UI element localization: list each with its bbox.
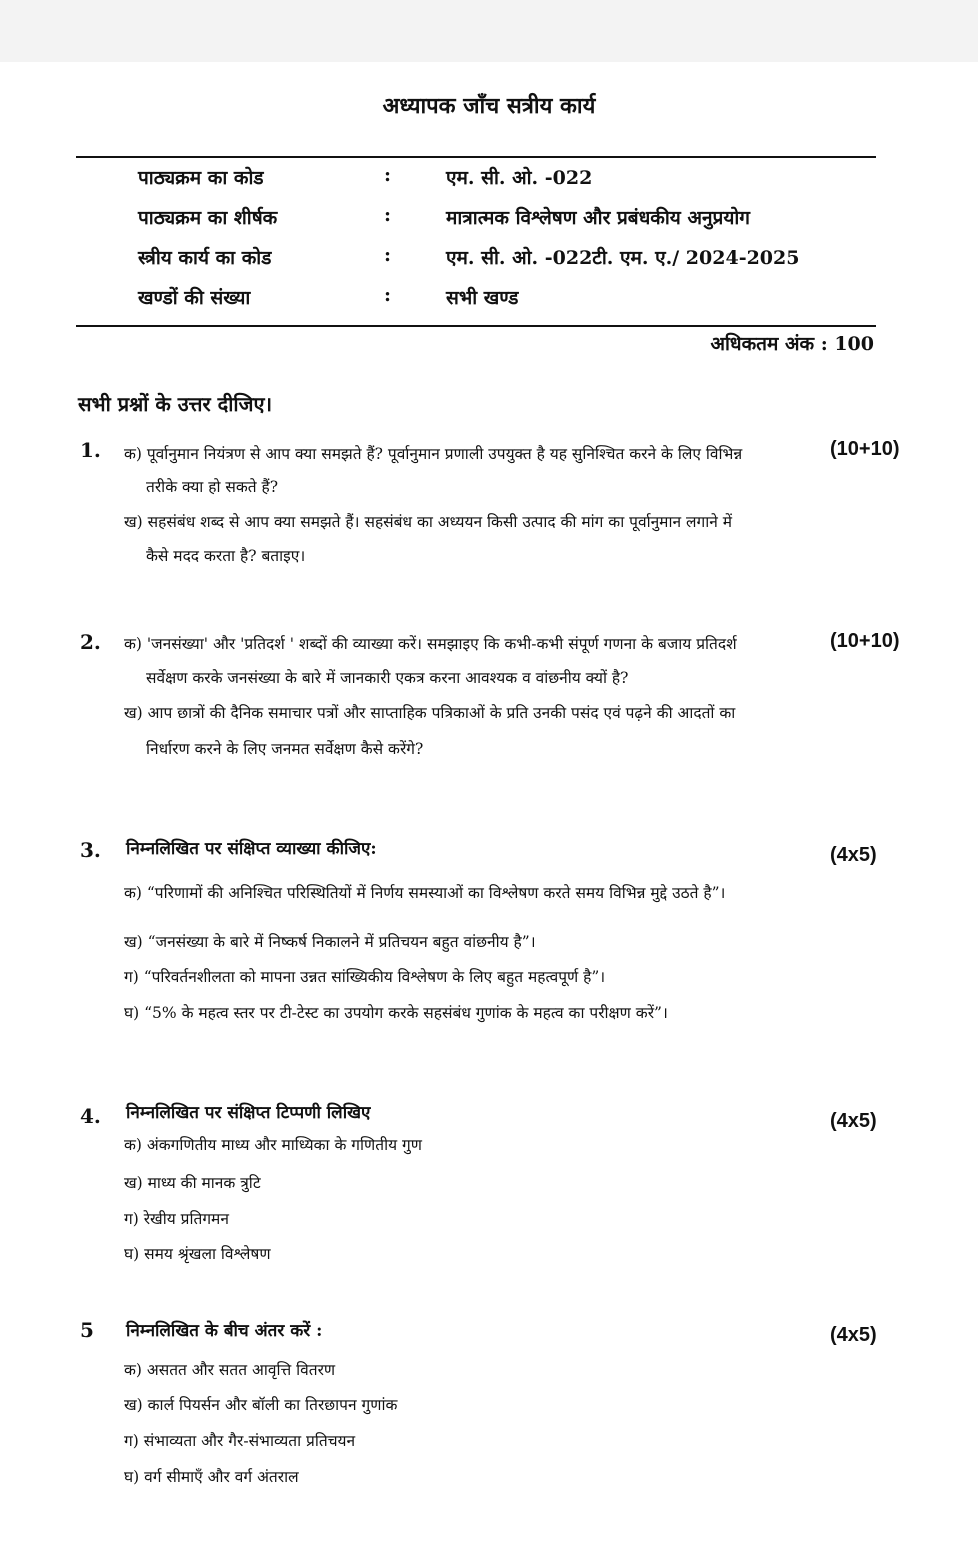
question-marks: (4x5): [830, 1110, 877, 1132]
bottom-divider: [76, 325, 876, 327]
question-heading: निम्नलिखित के बीच अंतर करें :: [126, 1321, 323, 1341]
meta-value-course-title: मात्रात्मक विश्लेषण और प्रबंधकीय अनुप्रयोग: [446, 207, 750, 229]
question-part: ख) सहसंबंध शब्द से आप क्या समझते हैं। सहसंबंध का अध्ययन किसी उत्पाद की मांग का पूर्वानुमान लगाने में: [124, 513, 733, 531]
meta-label-assignment-code: स्त्रीय कार्य का कोड: [138, 247, 272, 269]
meta-label-course-title: पाठ्यक्रम का शीर्षक: [138, 207, 278, 229]
meta-label-blocks: खण्डों की संख्या: [138, 287, 251, 309]
question-item: ग) रेखीय प्रतिगमन: [124, 1210, 229, 1228]
meta-colon: :: [384, 204, 392, 226]
meta-value-assignment-code: एम. सी. ओ. -022टी. एम. ए./ 2024-2025: [446, 247, 800, 269]
meta-label-course-code: पाठ्यक्रम का कोड: [138, 167, 264, 189]
question-item: ख) कार्ल पियर्सन और बॉली का तिरछापन गुणांक: [124, 1396, 398, 1414]
question-marks: (10+10): [830, 438, 900, 460]
question-part-continued: निर्धारण करने के लिए जनमत सर्वेक्षण कैसे करेंगे?: [146, 740, 424, 758]
question-heading: निम्नलिखित पर संक्षिप्त व्याख्या कीजिए:: [126, 839, 377, 859]
question-item: ग) संभाव्यता और गैर-संभाव्यता प्रतिचयन: [124, 1432, 356, 1450]
meta-value-course-code: एम. सी. ओ. -022: [446, 167, 593, 189]
assignment-page: [0, 62, 978, 1545]
question-item: घ) वर्ग सीमाएँ और वर्ग अंतराल: [124, 1468, 299, 1486]
meta-colon: :: [384, 164, 392, 186]
question-marks: (4x5): [830, 1324, 877, 1346]
maximum-marks: अधिकतम अंक : 100: [710, 333, 874, 355]
question-part: क) 'जनसंख्या' और 'प्रतिदर्श ' शब्दों की व्याख्या करें। समझाइए कि कभी-कभी संपूर्ण गणना के बजाय प्रतिदर्श: [124, 635, 737, 653]
question-part-continued: तरीके क्या हो सकते हैं?: [146, 478, 279, 496]
question-item: ख) “जनसंख्या के बारे में निष्कर्ष निकालने में प्रतिचयन बहुत वांछनीय है”।: [124, 933, 536, 951]
page-title: अध्यापक जाँच सत्रीय कार्य: [382, 93, 596, 119]
question-part: ख) आप छात्रों की दैनिक समाचार पत्रों और साप्ताहिक पत्रिकाओं के प्रति उनकी पसंद एवं पढ़ने की आदतों का: [124, 704, 736, 722]
meta-colon: :: [384, 284, 392, 306]
question-number: 4.: [80, 1104, 101, 1128]
question-number: 5: [80, 1318, 94, 1342]
question-item: घ) “5% के महत्व स्तर पर टी-टेस्ट का उपयोग करके सहसंबंध गुणांक के महत्व का परीक्षण करें”।: [124, 1004, 668, 1022]
question-item: ख) माध्य की मानक त्रुटि: [124, 1174, 261, 1192]
question-item: ग) “परिवर्तनशीलता को मापना उन्नत सांख्यिकीय विश्लेषण के लिए बहुत महत्वपूर्ण है”।: [124, 968, 606, 986]
question-heading: निम्नलिखित पर संक्षिप्त टिप्पणी लिखिए: [126, 1103, 371, 1123]
question-marks: (10+10): [830, 630, 900, 652]
question-item: क) असतत और सतत आवृत्ति वितरण: [124, 1361, 336, 1379]
top-divider: [76, 156, 876, 158]
question-part-continued: कैसे मदद करता है? बताइए।: [146, 547, 306, 565]
question-item: घ) समय श्रृंखला विश्लेषण: [124, 1245, 271, 1263]
question-part-continued: सर्वेक्षण करके जनसंख्या के बारे में जानकारी एकत्र करना आवश्यक व वांछनीय क्यों है?: [146, 669, 629, 687]
instruction: सभी प्रश्नों के उत्तर दीजिए।: [78, 392, 273, 416]
meta-colon: :: [384, 244, 392, 266]
question-item: क) अंकगणितीय माध्य और माध्यिका के गणितीय गुण: [124, 1136, 422, 1154]
meta-value-blocks: सभी खण्ड: [446, 287, 519, 309]
question-part: क) पूर्वानुमान नियंत्रण से आप क्या समझते हैं? पूर्वानुमान प्रणाली उपयुक्त है यह सुनिश्चित करने के लिए विभिन्न: [124, 445, 743, 463]
question-item: क) “परिणामों की अनिश्चित परिस्थितियों में निर्णय समस्याओं का विश्लेषण करते समय विभिन्न मुद्दे उठते है”।: [124, 884, 726, 902]
question-number: 2.: [80, 630, 101, 654]
question-marks: (4x5): [830, 844, 877, 866]
question-number: 1.: [80, 438, 101, 462]
question-number: 3.: [80, 838, 101, 862]
